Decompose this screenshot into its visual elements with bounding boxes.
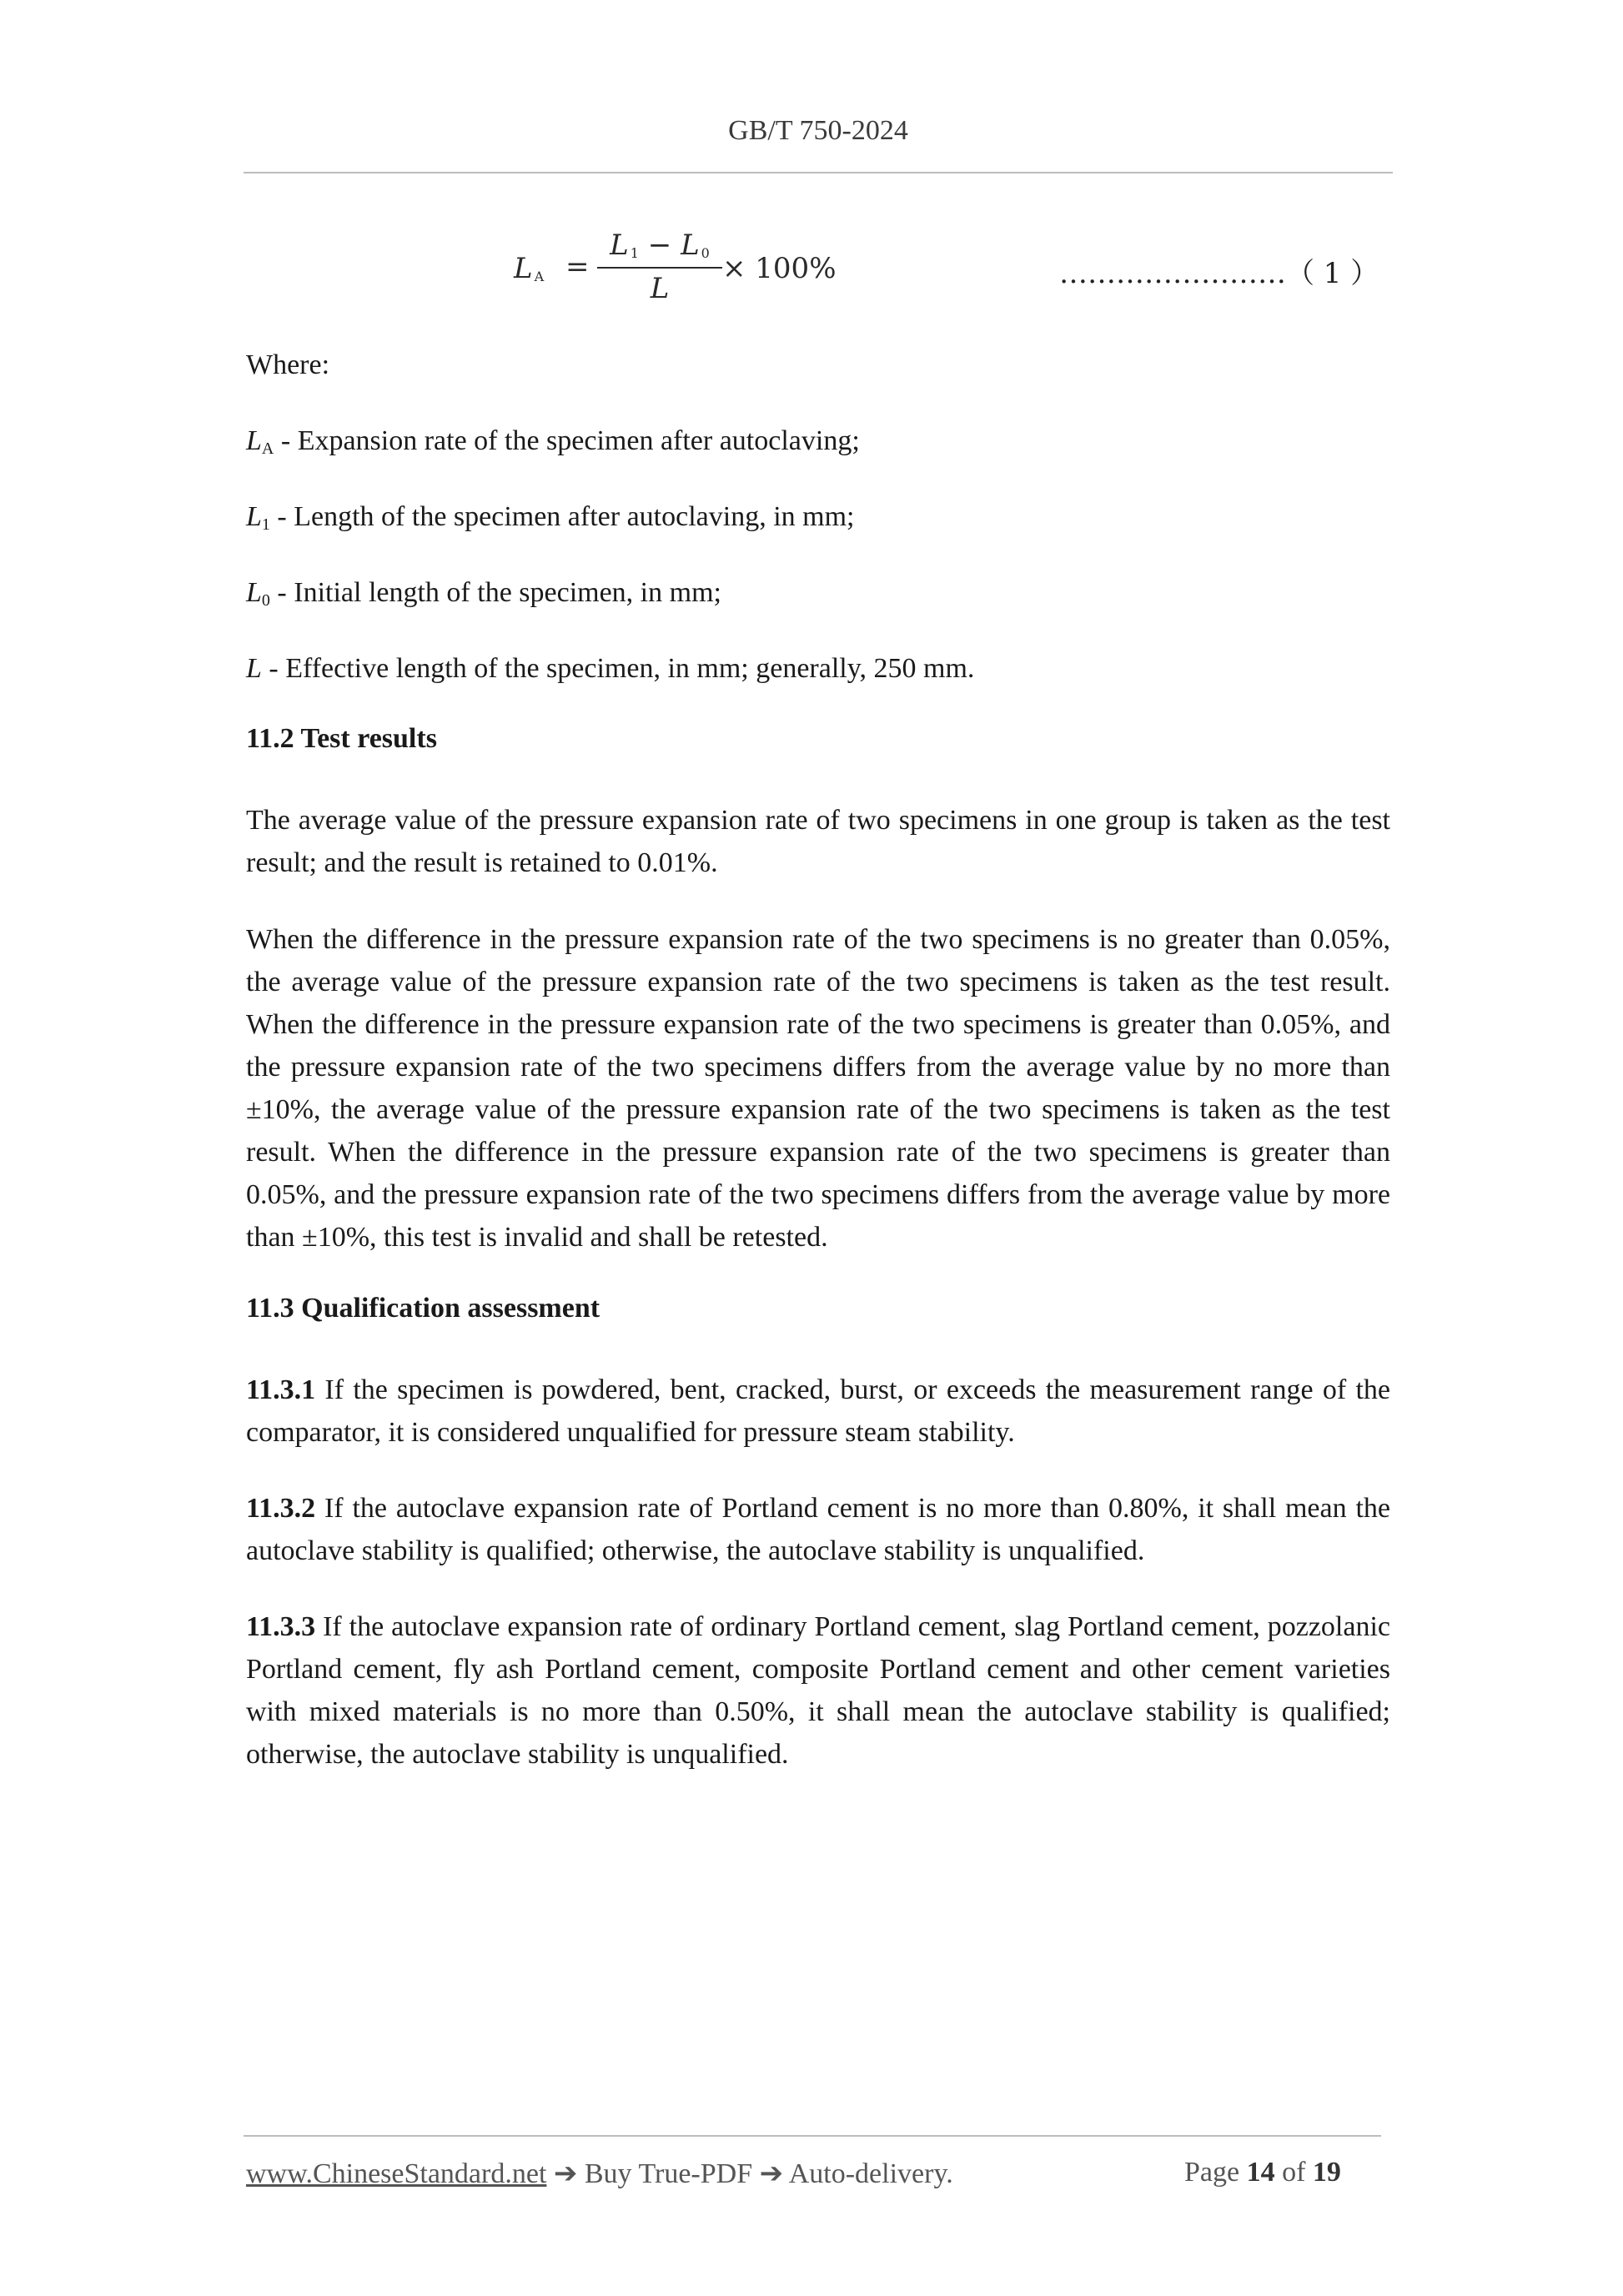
def-text: - Effective length of the specimen, in mm; generally, 250 mm. <box>261 653 975 684</box>
formula-num-var2: L <box>681 229 700 262</box>
def-sub: A <box>261 440 274 458</box>
def-text: - Initial length of the specimen, in mm; <box>269 577 721 608</box>
definition-l0 <box>246 571 1390 622</box>
def-text: - Length of the specimen after autoclaving, in mm; <box>269 501 855 532</box>
def-var: L <box>246 501 262 532</box>
footer-divider <box>244 2135 1381 2137</box>
clause-number: 11.3.2 <box>246 1493 316 1524</box>
clause-number: 11.3.3 <box>246 1611 316 1642</box>
definition-l1 <box>246 495 1390 546</box>
formula-lhs-var: L <box>514 252 533 285</box>
definition-la <box>246 420 1390 470</box>
clause-11-3-1 <box>246 1369 1390 1454</box>
clause-11-3-2 <box>246 1487 1390 1572</box>
formula-times-100: × 100% <box>722 252 837 285</box>
clause-text: If the specimen is powdered, bent, cracked, burst, or exceeds the measurement range of the comparator, it is considered unqualified for pressure steam stability. <box>246 1374 1390 1448</box>
formula-num-sub2: 0 <box>701 245 710 261</box>
running-header: GB/T 750-2024 <box>728 115 908 146</box>
clause-text: If the autoclave expansion rate of ordinary Portland cement, slag Portland cement, pozzolanic Portland cement, fly ash Portland cement, composite Portland cement and other cement varieties with mixed materials is no more than 0.50%, it shall mean the autoclave stability is qualified; otherwise, the autoclave stability is unqualified. <box>246 1611 1390 1770</box>
footer-promo-text: ➔ Buy True-PDF ➔ Auto-delivery. <box>546 2158 953 2189</box>
page-indicator <box>1184 2157 1341 2188</box>
formula-num-var1: L <box>610 229 629 262</box>
page-of-label: of <box>1274 2157 1313 2188</box>
def-text: - Expansion rate of the specimen after autoclaving; <box>274 425 860 456</box>
section-11-3-title: 11.3 Qualification assessment <box>246 1293 600 1324</box>
def-sub: 1 <box>261 515 270 534</box>
clause-11-3-3 <box>246 1605 1390 1776</box>
formula-den-var: L <box>650 272 670 305</box>
where-label: Where: <box>246 349 330 380</box>
footer-promo <box>246 2157 953 2190</box>
formula-equals: = <box>565 250 590 284</box>
section-11-2-para-2: When the difference in the pressure expansion rate of the two specimens is no greater than 0.05%, the average value of the pressure expansion rate of the two specimens is taken as the test result. When the difference in the pressure expansion rate of the two specimens is greater than 0.05%, and the pressure expansion rate of the two specimens differs from the average value by no more than ±10%, the average value of the pressure expansion rate of the two specimens is taken as the test result. When the difference in the pressure expansion rate of the two specimens is greater than 0.05%, and the pressure expansion rate of the two specimens differs from the average value by more than ±10%, this test is invalid and shall be retested. <box>246 924 1390 1253</box>
footer-site-link[interactable]: www.ChineseStandard.net <box>246 2158 547 2189</box>
page-number: 14 <box>1246 2157 1275 2188</box>
formula-number: ……………………（ 1 ） <box>1059 257 1379 290</box>
formula-fraction <box>597 227 722 307</box>
formula-lhs <box>514 252 544 285</box>
formula-lhs-sub: A <box>534 269 545 284</box>
clause-number: 11.3.1 <box>246 1374 316 1405</box>
formula-num-sub1: 1 <box>630 245 639 261</box>
formula-numerator <box>597 227 722 264</box>
section-11-2-para-1: The average value of the pressure expansion rate of two specimens in one group is taken as the test result; and the result is retained to 0.01%. <box>246 805 1390 878</box>
page-total: 19 <box>1312 2157 1341 2188</box>
def-var: L <box>246 577 262 608</box>
header-divider <box>244 172 1393 173</box>
formula-denominator <box>597 270 722 307</box>
page-label: Page <box>1184 2157 1247 2188</box>
section-11-2-title: 11.2 Test results <box>246 723 437 754</box>
def-var: L <box>246 653 262 684</box>
formula-expansion-rate <box>514 227 864 310</box>
definition-l <box>246 647 1390 690</box>
def-var: L <box>246 425 262 456</box>
fraction-bar <box>597 267 722 269</box>
def-sub: 0 <box>261 591 270 610</box>
formula-minus: − <box>647 229 672 262</box>
clause-text: If the autoclave expansion rate of Portland cement is no more than 0.80%, it shall mean the autoclave stability is qualified; otherwise, the autoclave stability is unqualified. <box>246 1493 1390 1566</box>
